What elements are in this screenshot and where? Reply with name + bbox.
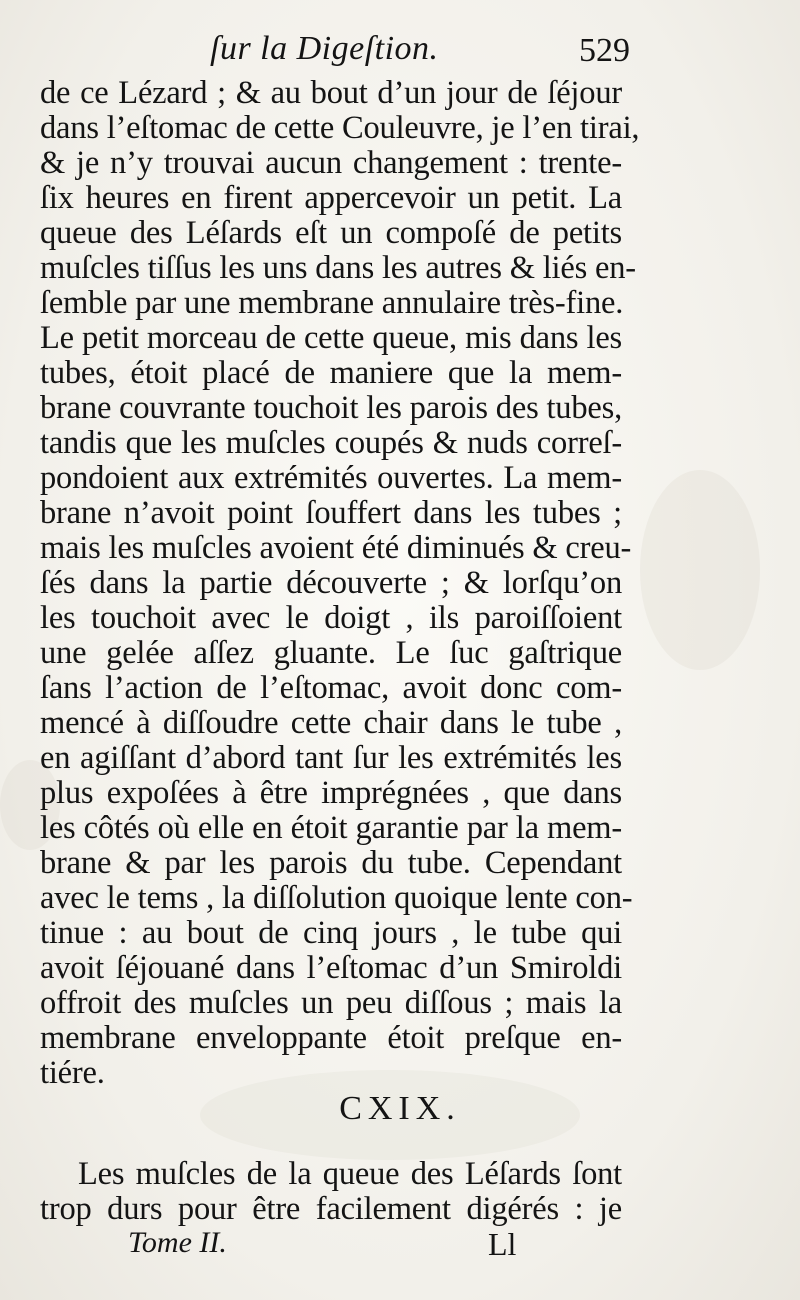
text-line: de ce Lézard ; & au bout d’un jour de ſéjour [40,75,622,111]
volume-label: Tome II. [128,1226,227,1259]
paragraph-next [40,1157,622,1227]
text-line: Les muſcles de la queue des Léſards ſont [78,1156,622,1192]
text-line: tiére. [40,1055,105,1091]
text-line: mais les muſcles avoient été diminués & creu- [40,530,632,566]
text-line: plus expoſées à être imprégnées , que dans [40,775,622,811]
text-line: en agiſſant d’abord tant ſur les extrémités les [40,740,622,776]
section-heading: CXIX. [339,1090,461,1127]
text-line: pondoient aux extrémités ouvertes. La mem- [40,460,622,496]
paragraph-main [40,75,640,1091]
text-line: muſcles tiſſus les uns dans les autres & liés en- [40,250,636,286]
text-line: brane & par les parois du tube. Cependant [40,845,622,881]
text-line: brane couvrante touchoit les parois des tubes, [40,390,622,426]
page-header [0,30,800,80]
text-line: membrane enveloppante étoit preſque en- [40,1020,622,1056]
text-line: avoit ſéjouané dans l’eſtomac d’un Smiroldi [40,950,622,986]
paper-stain [640,470,760,670]
text-line: ſés dans la partie découverte ; & lorſqu’on [40,565,622,601]
text-line: avec le tems , la diſſolution quoique lente con- [40,880,633,916]
text-line: tubes, étoit placé de maniere que la mem- [40,355,622,391]
text-line: ſix heures en firent appercevoir un petit. La [40,180,622,216]
text-line: Le petit morceau de cette queue, mis dans les [40,320,622,356]
text-line: tandis que les muſcles coupés & nuds correſ- [40,425,622,461]
text-line: ſemble par une membrane annulaire très-fine. [40,285,624,321]
text-line: & je n’y trouvai aucun changement : trente- [40,145,622,181]
text-line: dans l’eſtomac de cette Couleuvre, je l’en tirai, [40,110,640,146]
signature-mark: Ll [488,1226,517,1262]
text-line: les côtés où elle en étoit garantie par la mem- [40,810,622,846]
text-line: trop durs pour être facilement digérés : je [40,1191,622,1227]
text-line: queue des Léſards eſt un compoſé de petits [40,215,622,251]
text-line: une gelée aſſez gluante. Le ſuc gaſtrique [40,635,622,671]
page-number: 529 [579,32,630,69]
text-line: tinue : au bout de cinq jours , le tube qui [40,915,622,951]
text-line: offroit des muſcles un peu diſſous ; mais la [40,985,622,1021]
page-footer [0,1226,800,1266]
text-line: ſans l’action de l’eſtomac, avoit donc com- [40,670,622,706]
text-line: mencé à diſſoudre cette chair dans le tube , [40,705,622,741]
text-line: les touchoit avec le doigt , ils paroiſſoient [40,600,622,636]
text-line: brane n’avoit point ſouffert dans les tubes ; [40,495,622,531]
running-title: ſur la Digeſtion. [210,30,439,67]
